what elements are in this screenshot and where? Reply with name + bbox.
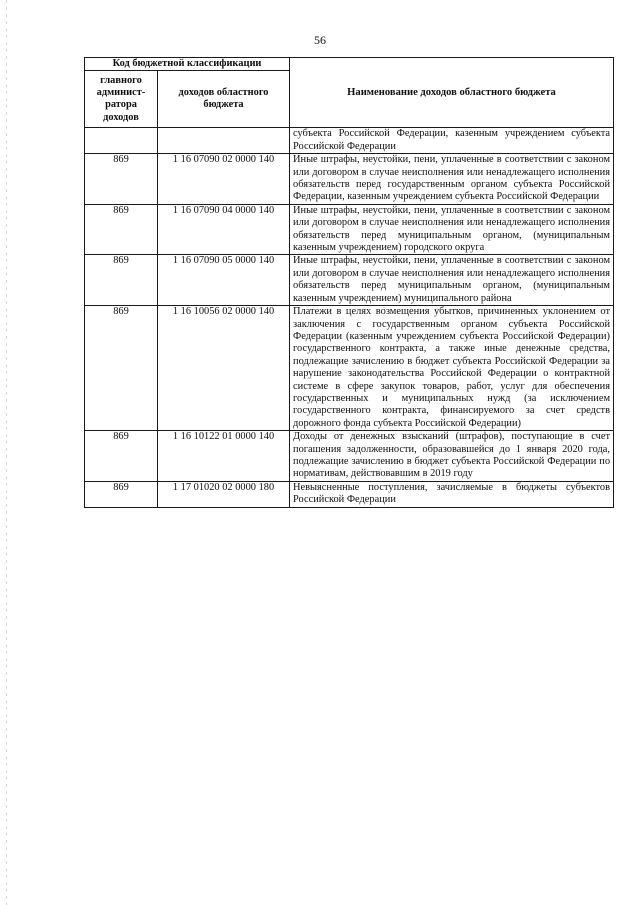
header-chief-administrator: главного админист-ратора доходов [85,71,158,128]
admin-code-cell: 869 [85,481,158,507]
revenue-description-cell: Иные штрафы, неустойки, пени, уплаченные в соответствии с законом или договором в случае неисполнения или ненадлежащего исполнения обязательств перед муниципальным органом, (муниципальным казенным учреждением) муниципального района [290,255,614,306]
revenue-description-cell: Иные штрафы, неустойки, пени, уплаченные в соответствии с законом или договором в случае неисполнения или ненадлежащего исполнения обязательств перед государственным органом субъекта Российской Федерации, казенным учреждением субъекта Российской Федерации [290,154,614,205]
revenue-description-cell: Доходы от денежных взысканий (штрафов), поступающие в счет погашения задолженности, образовавшейся до 1 января 2020 года, подлежащие зачислению в бюджет субъекта Российской Федерации по нормативам, действовавшим в 2019 году [290,431,614,482]
admin-code-cell: 869 [85,204,158,255]
budget-classification-table [84,57,614,508]
page-number: 56 [314,33,326,47]
admin-code-cell: 869 [85,154,158,205]
table-row [85,154,614,205]
header-revenue-name: Наименование доходов областного бюджета [290,58,614,128]
table-row [85,204,614,255]
admin-code-cell [85,128,158,154]
revenue-code-cell: 1 16 07090 05 0000 140 [158,255,290,306]
revenue-code-cell: 1 17 01020 02 0000 180 [158,481,290,507]
table-row [85,481,614,507]
revenue-code-cell [158,128,290,154]
revenue-code-cell: 1 16 10056 02 0000 140 [158,306,290,431]
revenue-description-cell: субъекта Российской Федерации, казенным учреждением субъекта Российской Федерации [290,128,614,154]
revenue-code-cell: 1 16 10122 01 0000 140 [158,431,290,482]
revenue-code-cell: 1 16 07090 04 0000 140 [158,204,290,255]
table-row [85,431,614,482]
table-row [85,128,614,154]
revenue-description-cell: Невыясненные поступления, зачисляемые в бюджеты субъектов Российской Федерации [290,481,614,507]
revenue-code-cell: 1 16 07090 02 0000 140 [158,154,290,205]
admin-code-cell: 869 [85,255,158,306]
revenue-description-cell: Иные штрафы, неустойки, пени, уплаченные в соответствии с законом или договором в случае неисполнения или ненадлежащего исполнения обязательств перед муниципальным органом, (муниципальным казенным учреждением) городского округа [290,204,614,255]
table-row [85,306,614,431]
admin-code-cell: 869 [85,306,158,431]
scan-edge-mark [6,0,7,905]
revenue-description-cell: Платежи в целях возмещения убытков, причиненных уклонением от заключения с государственным органом субъекта Российской Федерации (казенным учреждением субъекта Российской Федерации) государственного контракта, а также иные денежные средства, подлежащие зачислению в бюджет субъекта Российской Федерации за нарушение законодательства Российской Федерации о контрактной системе в сфере закупок товаров, работ, услуг для обеспечения государственных и муниципальных нужд (за исключением государственного контракта, финансируемого за счет средств дорожного фонда субъекта Российской Федерации) [290,306,614,431]
admin-code-cell: 869 [85,431,158,482]
header-budget-classification-code: Код бюджетной классификации [85,58,290,71]
table-row [85,255,614,306]
header-regional-revenue-code: доходов областного бюджета [158,71,290,128]
